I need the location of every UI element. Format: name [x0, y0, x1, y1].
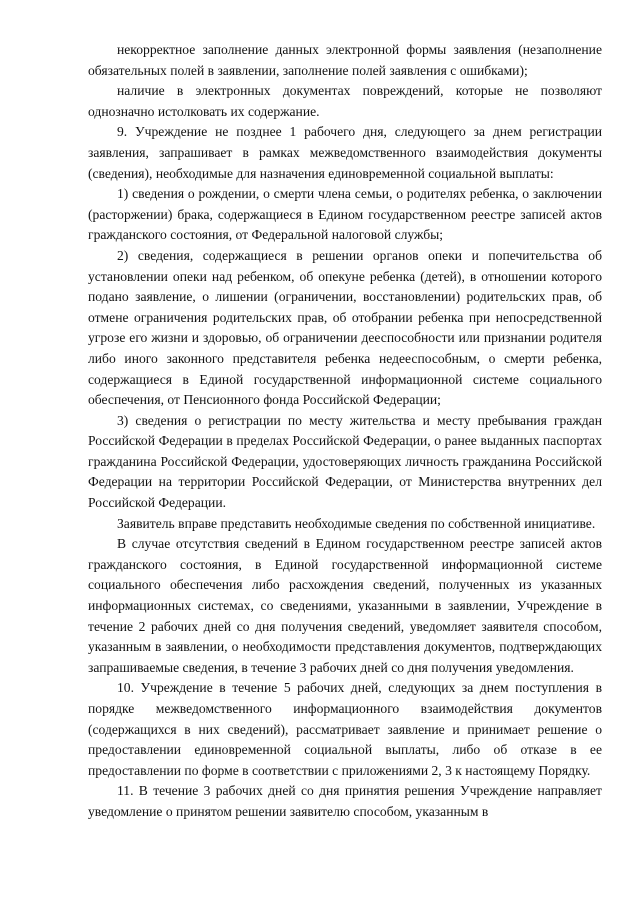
- paragraph-item-10: 10. Учреждение в течение 5 рабочих дней, следующих за днем поступления в порядке межведомственного информационного взаимодействия документов (содержащихся в них сведений), рассматривает заявление и принимает решение о предоставлении единовременной социальной выплаты, либо об отказе в ее предоставлении по форме в соответствии с приложениями 2, 3 к настоящему Порядку.: [88, 680, 602, 778]
- paragraph-item-9-1: 1) сведения о рождении, о смерти члена семьи, о родителях ребенка, о заключении (расторжении) брака, содержащиеся в Едином государственном реестре записей актов гражданского состояния, от Федеральной налоговой службы;: [88, 186, 602, 243]
- paragraph-damaged-docs: наличие в электронных документах повреждений, которые не позволяют однозначно истолковать их содержание.: [88, 83, 602, 119]
- paragraph-missing-data: В случае отсутствия сведений в Едином государственном реестре записей актов гражданского состояния, в Единой государственной информационной системе социального обеспечения либо расхождения сведений, полученных из указанных информационных системах, со сведениями, указанными в заявлении, Учреждение в течение 2 рабочих дней со дня получения сведений, уведомляет заявителя способом, указанным в заявлении, о необходимости представления документов, подтверждающих запрашиваемые сведения, в течение 3 рабочих дней со дня получения уведомления.: [88, 536, 602, 675]
- paragraph-incorrect-form: некорректное заполнение данных электронной формы заявления (незаполнение обязательных полей в заявлении, заполнение полей заявления с ошибками);: [88, 42, 602, 78]
- paragraph-item-9-3: 3) сведения о регистрации по месту жительства и месту пребывания граждан Российской Федерации в пределах Российской Федерации, о ранее выданных паспортах гражданина Российской Федерации, удостоверяющих личность гражданина Российской Федерации на территории Российской Федерации, от Министерства внутренних дел Российской Федерации.: [88, 412, 602, 511]
- document-page: [88, 40, 602, 823]
- paragraph-item-9: 9. Учреждение не позднее 1 рабочего дня, следующего за днем регистрации заявления, запрашивает в рамках межведомственного взаимодействия документы (сведения), необходимые для назначения единовременной социальной выплаты:: [88, 124, 602, 181]
- paragraph-applicant-right: Заявитель вправе представить необходимые сведения по собственной инициативе.: [117, 515, 596, 531]
- paragraph-item-9-2: 2) сведения, содержащиеся в решении органов опеки и попечительства об установлении опеки над ребенком, об опекуне ребенка (детей), в отношении которого подано заявление, о лишении (ограничении, восстановлении) родительских прав, об отмене ограничения родительских прав, об отобрании ребенка при непосредственной угрозе его жизни и здоровью, об ограничении дееспособности или признании родителя либо иного законного представителя ребенка недееспособным, о смерти ребенка, содержащиеся в Единой государственной информационной системе социального обеспечения, от Пенсионного фонда Российской Федерации;: [88, 247, 602, 408]
- paragraph-item-11: 11. В течение 3 рабочих дней со дня принятия решения Учреждение направляет уведомление о принятом решении заявителю способом, указанным в: [88, 783, 602, 819]
